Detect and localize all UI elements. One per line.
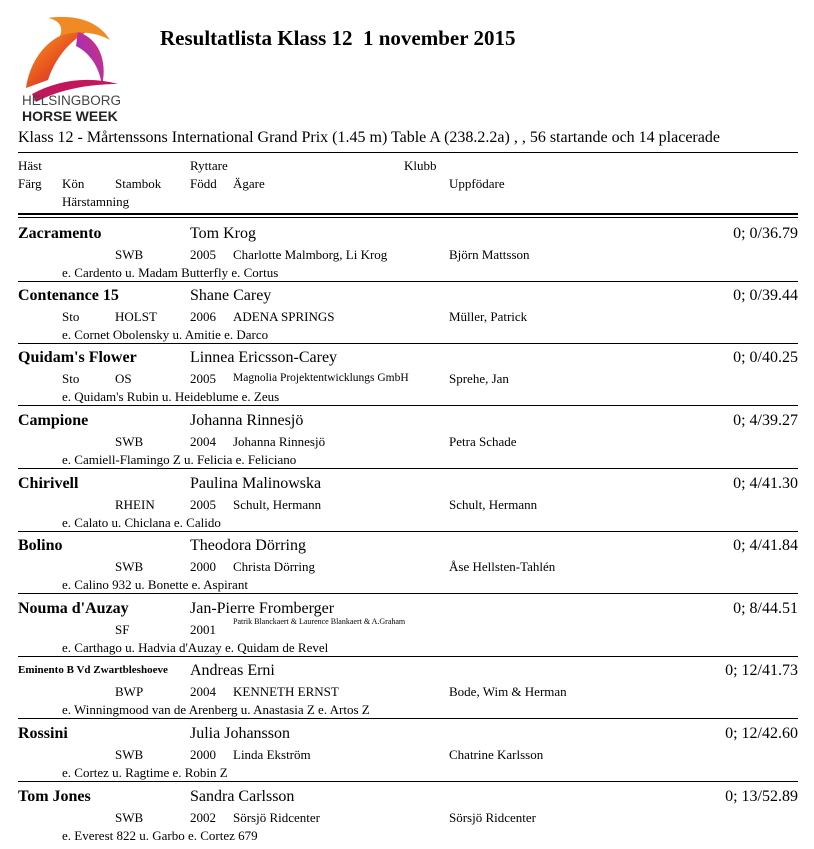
owner: Patrik Blanckaert & Laurence Blankaert & A.Graham xyxy=(233,617,406,626)
header-bottom-rule xyxy=(18,213,798,215)
breeder: Bode, Wim & Herman xyxy=(449,684,567,699)
pedigree: e. Camiell-Flamingo Z u. Felicia e. Feliciano xyxy=(62,452,297,467)
owner: Christa Dörring xyxy=(233,559,315,574)
rider-name: Theodora Dörring xyxy=(190,537,306,554)
owner: ADENA SPRINGS xyxy=(233,309,335,324)
rider-name: Paulina Malinowska xyxy=(190,475,322,492)
horse-name: Nouma d'Auzay xyxy=(18,600,129,617)
rider-name: Linnea Ericsson-Carey xyxy=(190,349,338,366)
horse-name: Tom Jones xyxy=(18,788,91,805)
owner: KENNETH ERNST xyxy=(233,684,339,699)
header-bottom-rule-2 xyxy=(18,217,798,218)
pedigree: e. Calato u. Chiclana e. Calido xyxy=(62,515,221,530)
result-row xyxy=(18,720,798,782)
owner: Johanna Rinnesjö xyxy=(233,434,326,449)
stambok: SWB xyxy=(115,747,144,762)
row-separator xyxy=(18,405,798,406)
row-separator xyxy=(18,718,798,719)
horse-name: Rossini xyxy=(18,725,68,742)
pedigree: e. Cardento u. Madam Butterfly e. Cortus xyxy=(62,265,279,280)
owner: Charlotte Malmborg, Li Krog xyxy=(233,247,388,262)
breeder: Petra Schade xyxy=(449,434,517,449)
logo-line1: HELSINGBORG xyxy=(22,93,122,108)
breeder: Sörsjö Ridcenter xyxy=(449,810,537,825)
result-row xyxy=(18,783,798,845)
header-klubb: Klubb xyxy=(404,158,437,173)
result-score: 0; 4/41.30 xyxy=(733,475,798,492)
horse-name: Bolino xyxy=(18,537,63,554)
born-year: 2002 xyxy=(190,810,216,825)
result-row xyxy=(18,344,798,406)
stambok: SF xyxy=(115,622,130,637)
header-fodd: Född xyxy=(190,176,217,191)
header-agare: Ägare xyxy=(233,176,265,191)
pedigree: e. Winningmood van de Arenberg u. Anastasia Z e. Artos Z xyxy=(62,702,370,717)
horse-name: Eminento B Vd Zwartbleshoeve xyxy=(18,664,168,676)
horse-name: Zacramento xyxy=(18,225,102,242)
result-row xyxy=(18,220,798,282)
born-year: 2004 xyxy=(190,684,216,699)
born-year: 2001 xyxy=(190,622,216,637)
result-score: 0; 4/41.84 xyxy=(733,537,798,554)
pedigree: e. Cornet Obolensky u. Amitie e. Darco xyxy=(62,327,269,342)
header-hast: Häst xyxy=(18,158,42,173)
owner: Magnolia Projektentwicklungs GmbH xyxy=(233,372,409,384)
rider-name: Andreas Erni xyxy=(190,662,275,679)
breeder: Schult, Hermann xyxy=(449,497,538,512)
rider-name: Sandra Carlsson xyxy=(190,788,295,805)
pedigree: e. Calino 932 u. Bonette e. Aspirant xyxy=(62,577,248,592)
result-score: 0; 13/52.89 xyxy=(725,788,798,805)
header-ryttare: Ryttare xyxy=(190,158,228,173)
born-year: 2000 xyxy=(190,747,216,762)
result-score: 0; 0/36.79 xyxy=(733,225,798,242)
header-kon: Kön xyxy=(62,176,85,191)
owner: Linda Ekström xyxy=(233,747,311,762)
result-row xyxy=(18,407,798,469)
result-row xyxy=(18,595,798,657)
header-top-rule xyxy=(18,152,798,153)
pedigree: e. Carthago u. Hadvia d'Auzay e. Quidam de Revel xyxy=(62,640,329,655)
horse-name: Campione xyxy=(18,412,89,429)
result-row xyxy=(18,532,798,594)
stambok: HOLST xyxy=(115,309,157,324)
born-year: 2004 xyxy=(190,434,216,449)
color: Sto xyxy=(62,371,80,386)
stambok: BWP xyxy=(115,684,144,699)
breeder: Åse Hellsten-Tahlén xyxy=(449,559,556,574)
result-row xyxy=(18,282,798,344)
rider-name: Julia Johansson xyxy=(190,725,290,742)
breeder: Müller, Patrick xyxy=(449,309,528,324)
result-score: 0; 4/39.27 xyxy=(733,412,798,429)
breeder: Sprehe, Jan xyxy=(449,371,509,386)
logo-line2: HORSE WEEK xyxy=(22,108,118,124)
pedigree: e. Quidam's Rubin u. Heideblume e. Zeus xyxy=(62,389,280,404)
born-year: 2000 xyxy=(190,559,216,574)
born-year: 2005 xyxy=(190,371,216,386)
stambok: OS xyxy=(115,371,132,386)
horse-week-logo xyxy=(18,10,136,128)
result-row xyxy=(18,657,798,719)
owner: Schult, Hermann xyxy=(233,497,322,512)
breeder: Chatrine Karlsson xyxy=(449,747,544,762)
result-score: 0; 12/41.73 xyxy=(725,662,798,679)
stambok: SWB xyxy=(115,810,144,825)
pedigree: e. Everest 822 u. Garbo e. Cortez 679 xyxy=(62,828,258,843)
rider-name: Jan-Pierre Fromberger xyxy=(190,600,335,617)
stambok: RHEIN xyxy=(115,497,155,512)
stambok: SWB xyxy=(115,247,144,262)
breeder: Björn Mattsson xyxy=(449,247,530,262)
header-stambok: Stambok xyxy=(115,176,162,191)
header-harstamning: Härstamning xyxy=(62,194,130,209)
color: Sto xyxy=(62,309,80,324)
stambok: SWB xyxy=(115,434,144,449)
row-separator xyxy=(18,593,798,594)
rider-name: Tom Krog xyxy=(190,225,256,242)
born-year: 2006 xyxy=(190,309,216,324)
born-year: 2005 xyxy=(190,247,216,262)
result-score: 0; 0/40.25 xyxy=(733,349,798,366)
result-score: 0; 8/44.51 xyxy=(733,600,798,617)
horse-name: Quidam's Flower xyxy=(18,349,137,366)
result-row xyxy=(18,470,798,532)
pedigree: e. Cortez u. Ragtime e. Robin Z xyxy=(62,765,228,780)
horse-name: Chirivell xyxy=(18,475,79,492)
horse-name: Contenance 15 xyxy=(18,287,119,304)
row-separator xyxy=(18,781,798,782)
rider-name: Shane Carey xyxy=(190,287,272,304)
header-uppfodare: Uppfödare xyxy=(449,176,505,191)
stambok: SWB xyxy=(115,559,144,574)
row-separator xyxy=(18,468,798,469)
header-farg: Färg xyxy=(18,176,42,191)
rider-name: Johanna Rinnesjö xyxy=(190,412,304,429)
class-subtitle: Klass 12 - Mårtenssons International Grand Prix (1.45 m) Table A (238.2.2a) , , 56 startande och 14 placerade xyxy=(18,129,720,146)
result-score: 0; 0/39.44 xyxy=(733,287,798,304)
owner: Sörsjö Ridcenter xyxy=(233,810,321,825)
page-title: Resultatlista Klass 12 1 november 2015 xyxy=(160,26,516,50)
result-score: 0; 12/42.60 xyxy=(725,725,798,742)
born-year: 2005 xyxy=(190,497,216,512)
